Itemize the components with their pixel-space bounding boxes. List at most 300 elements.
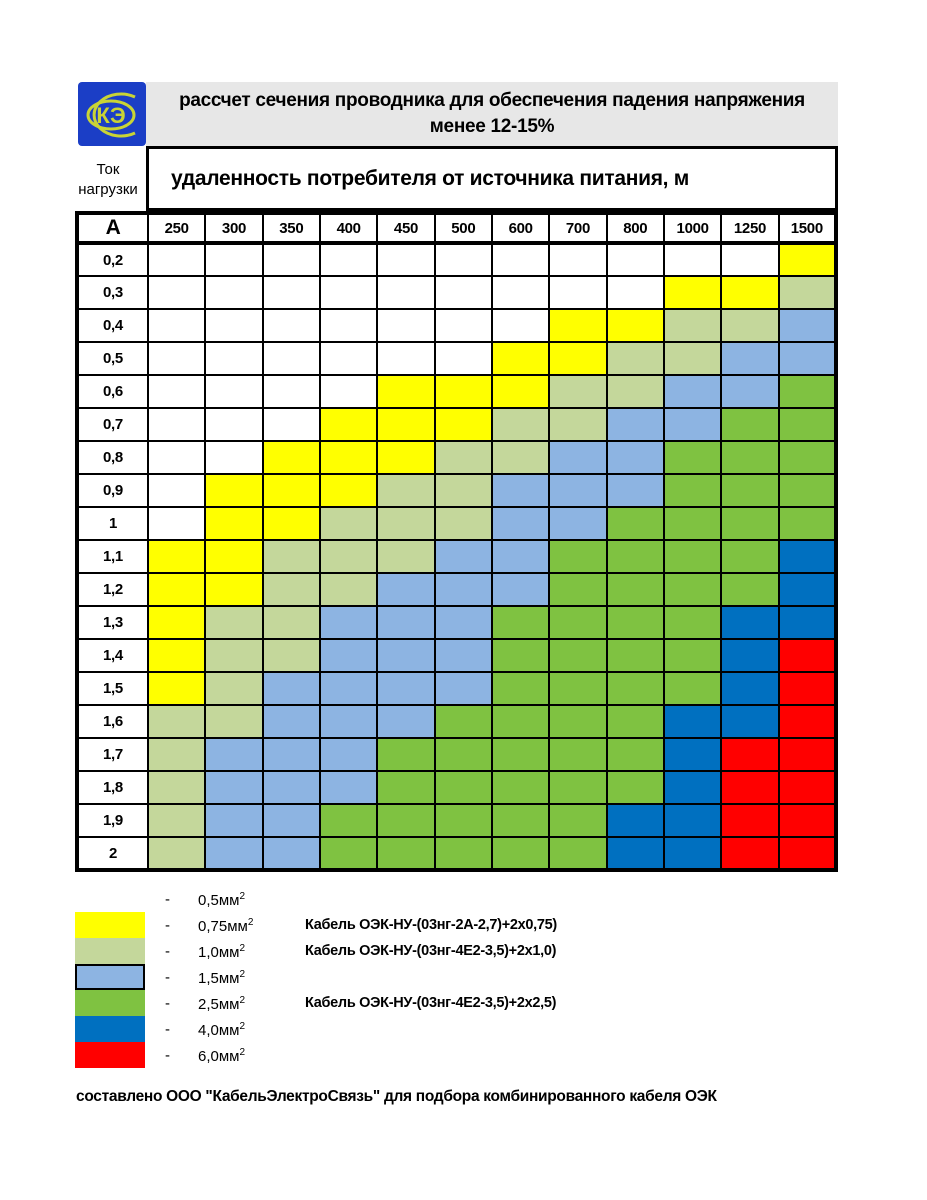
grid-cell — [320, 804, 377, 837]
grid-cell — [320, 507, 377, 540]
grid-cell — [492, 276, 549, 309]
row-label-current: 0,8 — [77, 441, 148, 474]
grid-cell — [377, 243, 434, 276]
grid-cell — [205, 309, 262, 342]
grid-cell — [377, 540, 434, 573]
legend-size-label: $2,5мм^2$ — [198, 995, 246, 1013]
grid-cell — [779, 309, 836, 342]
grid-cell — [492, 672, 549, 705]
table-row — [77, 375, 836, 408]
column-header-distance: 250 — [148, 213, 205, 243]
grid-cell — [492, 804, 549, 837]
grid-cell — [721, 507, 778, 540]
grid-cell — [263, 243, 320, 276]
legend-row — [75, 1017, 695, 1043]
grid-cell — [435, 705, 492, 738]
grid-cell — [492, 408, 549, 441]
grid-cell — [205, 507, 262, 540]
grid-cell — [435, 441, 492, 474]
legend-dash: - — [165, 891, 170, 908]
legend-size-superscript: 2 — [239, 995, 246, 1006]
grid-cell — [148, 342, 205, 375]
grid-cell — [721, 672, 778, 705]
column-header-distance: 1000 — [664, 213, 721, 243]
grid-cell — [205, 639, 262, 672]
grid-cell — [263, 705, 320, 738]
grid-cell — [492, 309, 549, 342]
grid-cell — [320, 375, 377, 408]
page-title — [146, 82, 838, 146]
table-row — [77, 540, 836, 573]
table-head — [77, 213, 836, 243]
grid-cell — [779, 507, 836, 540]
grid-cell — [779, 342, 836, 375]
legend-row — [75, 913, 695, 939]
load-current-label-line2: нагрузки — [78, 181, 138, 198]
load-current-label — [68, 160, 148, 200]
grid-cell — [549, 243, 606, 276]
grid-cell — [664, 573, 721, 606]
grid-cell — [492, 705, 549, 738]
grid-cell — [779, 243, 836, 276]
footer-credit: составлено ООО "КабельЭлектроСвязь" для подбора комбинированного кабеля ОЭК — [76, 1088, 717, 1105]
table-row — [77, 408, 836, 441]
grid-cell — [607, 243, 664, 276]
legend-dash: - — [165, 1047, 170, 1064]
grid-cell — [779, 408, 836, 441]
grid-cell — [779, 540, 836, 573]
table-row — [77, 507, 836, 540]
grid-cell — [435, 276, 492, 309]
grid-cell — [721, 342, 778, 375]
grid-cell — [721, 837, 778, 870]
grid-cell — [320, 705, 377, 738]
grid-cell — [721, 738, 778, 771]
column-header-distance: 450 — [377, 213, 434, 243]
grid-cell — [607, 507, 664, 540]
grid-cell — [148, 672, 205, 705]
grid-cell — [664, 441, 721, 474]
grid-cell — [779, 573, 836, 606]
grid-cell — [549, 672, 606, 705]
grid-cell — [435, 738, 492, 771]
grid-cell — [779, 474, 836, 507]
load-current-label-line1: Ток — [96, 161, 120, 178]
grid-cell — [263, 837, 320, 870]
grid-cell — [148, 375, 205, 408]
grid-cell — [607, 771, 664, 804]
grid-cell — [435, 672, 492, 705]
legend-size-label: $0,5мм^2$ — [198, 891, 246, 909]
grid-cell — [377, 276, 434, 309]
grid-cell — [664, 276, 721, 309]
grid-cell — [435, 342, 492, 375]
grid-cell — [664, 771, 721, 804]
legend-rows — [75, 887, 695, 1069]
grid-cell — [320, 837, 377, 870]
grid-cell — [320, 771, 377, 804]
row-label-current: 1,3 — [77, 606, 148, 639]
row-label-current: 0,5 — [77, 342, 148, 375]
table-row — [77, 342, 836, 375]
row-label-current: 1,7 — [77, 738, 148, 771]
cable-model-label: Кабель ОЭК-НУ-(03нг-4Е2-3,5)+2х1,0) — [305, 943, 557, 959]
grid-cell — [607, 804, 664, 837]
grid-cell — [664, 474, 721, 507]
legend-row — [75, 887, 695, 913]
grid-cell — [148, 837, 205, 870]
logo-text: КЭ — [96, 103, 126, 128]
legend-size-label: $0,75мм^2$ — [198, 917, 254, 935]
row-label-current: 1,8 — [77, 771, 148, 804]
grid-cell — [779, 375, 836, 408]
legend-size-superscript: 2 — [239, 1047, 246, 1058]
legend-row — [75, 939, 695, 965]
grid-cell — [205, 243, 262, 276]
grid-cell — [492, 573, 549, 606]
grid-cell — [320, 309, 377, 342]
company-logo-icon — [78, 82, 146, 146]
grid-cell — [148, 738, 205, 771]
grid-cell — [377, 474, 434, 507]
grid-cell — [549, 441, 606, 474]
grid-cell — [607, 408, 664, 441]
grid-cell — [205, 771, 262, 804]
grid-cell — [148, 573, 205, 606]
table-row — [77, 639, 836, 672]
grid-cell — [263, 672, 320, 705]
table-row — [77, 243, 836, 276]
grid-cell — [263, 375, 320, 408]
grid-cell — [377, 804, 434, 837]
table-row — [77, 837, 836, 870]
grid-cell — [263, 771, 320, 804]
grid-cell — [664, 309, 721, 342]
grid-cell — [779, 441, 836, 474]
header-row — [77, 213, 836, 243]
grid-cell — [263, 276, 320, 309]
grid-cell — [205, 540, 262, 573]
grid-cell — [320, 639, 377, 672]
grid-cell — [205, 738, 262, 771]
grid-cell — [607, 309, 664, 342]
grid-cell — [779, 705, 836, 738]
grid-cell — [205, 276, 262, 309]
grid-cell — [435, 243, 492, 276]
grid-cell — [721, 804, 778, 837]
legend-dash: - — [165, 995, 170, 1012]
grid-cell — [263, 738, 320, 771]
grid-cell — [549, 507, 606, 540]
grid-cell — [205, 375, 262, 408]
grid-cell — [607, 573, 664, 606]
legend-size-label: $1,0мм^2$ — [198, 943, 246, 961]
grid-cell — [549, 474, 606, 507]
grid-cell — [607, 639, 664, 672]
grid-cell — [263, 507, 320, 540]
grid-cell — [320, 474, 377, 507]
grid-cell — [377, 771, 434, 804]
table-row — [77, 474, 836, 507]
grid-cell — [263, 474, 320, 507]
grid-cell — [549, 738, 606, 771]
cable-model-label: Кабель ОЭК-НУ-(03нг-2А-2,7)+2х0,75) — [305, 917, 557, 933]
grid-cell — [435, 606, 492, 639]
grid-cell — [492, 243, 549, 276]
grid-cell — [263, 408, 320, 441]
grid-cell — [607, 672, 664, 705]
grid-cell — [377, 408, 434, 441]
legend-size-superscript: 2 — [247, 917, 254, 928]
grid-cell — [148, 804, 205, 837]
row-label-current: 0,3 — [77, 276, 148, 309]
column-header-distance: 1250 — [721, 213, 778, 243]
grid-cell — [664, 837, 721, 870]
grid-cell — [549, 573, 606, 606]
grid-cell — [205, 705, 262, 738]
grid-cell — [664, 705, 721, 738]
grid-cell — [779, 639, 836, 672]
grid-cell — [721, 243, 778, 276]
column-header-distance: 500 — [435, 213, 492, 243]
grid-cell — [549, 408, 606, 441]
grid-cell — [721, 276, 778, 309]
row-label-current: 0,4 — [77, 309, 148, 342]
table-body — [77, 243, 836, 870]
grid-cell — [607, 441, 664, 474]
grid-cell — [607, 375, 664, 408]
grid-cell — [205, 474, 262, 507]
grid-cell — [148, 639, 205, 672]
legend-size-superscript: 2 — [239, 969, 246, 980]
grid-cell — [205, 837, 262, 870]
grid-cell — [205, 573, 262, 606]
grid-cell — [320, 342, 377, 375]
grid-cell — [779, 837, 836, 870]
grid-cell — [721, 408, 778, 441]
grid-cell — [320, 738, 377, 771]
grid-cell — [721, 606, 778, 639]
row-label-current: 0,7 — [77, 408, 148, 441]
grid-cell — [320, 243, 377, 276]
grid-cell — [205, 672, 262, 705]
grid-cell — [205, 408, 262, 441]
grid-cell — [148, 441, 205, 474]
grid-cell — [377, 837, 434, 870]
grid-cell — [263, 573, 320, 606]
grid-cell — [492, 738, 549, 771]
grid-cell — [377, 309, 434, 342]
grid-cell — [377, 738, 434, 771]
column-header-distance: 800 — [607, 213, 664, 243]
distance-header-label: удаленность потребителя от источника питания, м — [171, 166, 689, 190]
grid-cell — [549, 375, 606, 408]
grid-cell — [664, 804, 721, 837]
grid-cell — [377, 705, 434, 738]
grid-cell — [721, 573, 778, 606]
legend-size-label: $4,0мм^2$ — [198, 1021, 246, 1039]
grid-cell — [664, 738, 721, 771]
grid-cell — [492, 375, 549, 408]
grid-cell — [779, 804, 836, 837]
table-row — [77, 276, 836, 309]
grid-cell — [779, 771, 836, 804]
grid-cell — [148, 705, 205, 738]
table-row — [77, 804, 836, 837]
grid-cell — [664, 408, 721, 441]
column-header-distance: 700 — [549, 213, 606, 243]
grid-cell — [148, 540, 205, 573]
grid-cell — [549, 771, 606, 804]
row-label-current: 1,1 — [77, 540, 148, 573]
table-row — [77, 573, 836, 606]
grid-cell — [435, 804, 492, 837]
grid-cell — [664, 375, 721, 408]
grid-cell — [320, 408, 377, 441]
grid-cell — [779, 672, 836, 705]
grid-cell — [549, 540, 606, 573]
legend-size-superscript: 2 — [239, 891, 246, 902]
grid-cell — [320, 606, 377, 639]
row-label-current: 1 — [77, 507, 148, 540]
grid-cell — [664, 243, 721, 276]
grid-cell — [320, 540, 377, 573]
grid-cell — [549, 276, 606, 309]
legend-size-superscript: 2 — [239, 943, 246, 954]
legend-dash: - — [165, 943, 170, 960]
grid-cell — [721, 705, 778, 738]
row-label-current: 0,2 — [77, 243, 148, 276]
grid-cell — [148, 771, 205, 804]
page-title-line1: рассчет сечения проводника для обеспечения падения напряжения — [179, 90, 805, 111]
selection-table — [75, 211, 838, 872]
grid-cell — [664, 672, 721, 705]
row-label-current: 1,9 — [77, 804, 148, 837]
grid-cell — [435, 375, 492, 408]
grid-cell — [148, 507, 205, 540]
grid-cell — [492, 606, 549, 639]
row-label-current: 1,6 — [77, 705, 148, 738]
grid-cell — [320, 672, 377, 705]
table-row — [77, 606, 836, 639]
grid-cell — [549, 837, 606, 870]
grid-cell — [205, 342, 262, 375]
grid-cell — [377, 441, 434, 474]
grid-cell — [779, 606, 836, 639]
grid-cell — [205, 441, 262, 474]
grid-cell — [435, 309, 492, 342]
grid-cell — [721, 474, 778, 507]
grid-cell — [205, 804, 262, 837]
grid-cell — [549, 606, 606, 639]
grid-cell — [320, 573, 377, 606]
grid-cell — [320, 276, 377, 309]
row-label-current: 0,9 — [77, 474, 148, 507]
grid-cell — [377, 639, 434, 672]
grid-cell — [492, 507, 549, 540]
grid-cell — [377, 606, 434, 639]
grid-cell — [664, 606, 721, 639]
legend-size-label: $6,0мм^2$ — [198, 1047, 246, 1065]
grid-cell — [664, 507, 721, 540]
column-header-distance: 600 — [492, 213, 549, 243]
table-row — [77, 441, 836, 474]
grid-cell — [435, 837, 492, 870]
grid-cell — [721, 639, 778, 672]
grid-cell — [492, 771, 549, 804]
column-header-distance: 1500 — [779, 213, 836, 243]
grid-cell — [435, 771, 492, 804]
grid-cell — [377, 342, 434, 375]
grid-cell — [664, 342, 721, 375]
grid-cell — [377, 573, 434, 606]
grid-cell — [377, 507, 434, 540]
grid-cell — [607, 474, 664, 507]
grid-cell — [263, 441, 320, 474]
legend-row — [75, 991, 695, 1017]
legend-row — [75, 965, 695, 991]
grid-cell — [148, 408, 205, 441]
grid-cell — [263, 804, 320, 837]
grid-cell — [549, 705, 606, 738]
grid-cell — [492, 342, 549, 375]
grid-cell — [148, 243, 205, 276]
row-label-current: 1,5 — [77, 672, 148, 705]
column-header-distance: 350 — [263, 213, 320, 243]
grid-cell — [263, 342, 320, 375]
grid-cell — [435, 639, 492, 672]
grid-cell — [377, 672, 434, 705]
grid-cell — [205, 606, 262, 639]
grid-cell — [492, 474, 549, 507]
grid-cell — [263, 606, 320, 639]
distance-header — [146, 146, 838, 211]
grid-cell — [377, 375, 434, 408]
legend-dash: - — [165, 969, 170, 986]
grid-cell — [664, 639, 721, 672]
grid-cell — [492, 837, 549, 870]
grid-cell — [779, 276, 836, 309]
row-label-current: 1,2 — [77, 573, 148, 606]
row-label-current: 0,6 — [77, 375, 148, 408]
grid-cell — [549, 804, 606, 837]
grid-cell — [549, 342, 606, 375]
grid-cell — [263, 309, 320, 342]
grid-cell — [492, 639, 549, 672]
grid-cell — [492, 441, 549, 474]
grid-cell — [435, 408, 492, 441]
grid-cell — [664, 540, 721, 573]
grid-cell — [435, 474, 492, 507]
grid-cell — [435, 540, 492, 573]
grid-cell — [263, 639, 320, 672]
logo-svg — [78, 82, 146, 146]
grid-cell — [721, 441, 778, 474]
grid-cell — [721, 309, 778, 342]
grid-cell — [607, 837, 664, 870]
row-label-current: 1,4 — [77, 639, 148, 672]
grid-cell — [607, 540, 664, 573]
grid-cell — [549, 639, 606, 672]
column-header-distance: 400 — [320, 213, 377, 243]
grid-cell — [148, 474, 205, 507]
grid-cell — [148, 276, 205, 309]
grid-cell — [607, 276, 664, 309]
grid-cell — [721, 771, 778, 804]
table-row — [77, 672, 836, 705]
corner-header-current: А — [77, 213, 148, 243]
grid-cell — [779, 738, 836, 771]
